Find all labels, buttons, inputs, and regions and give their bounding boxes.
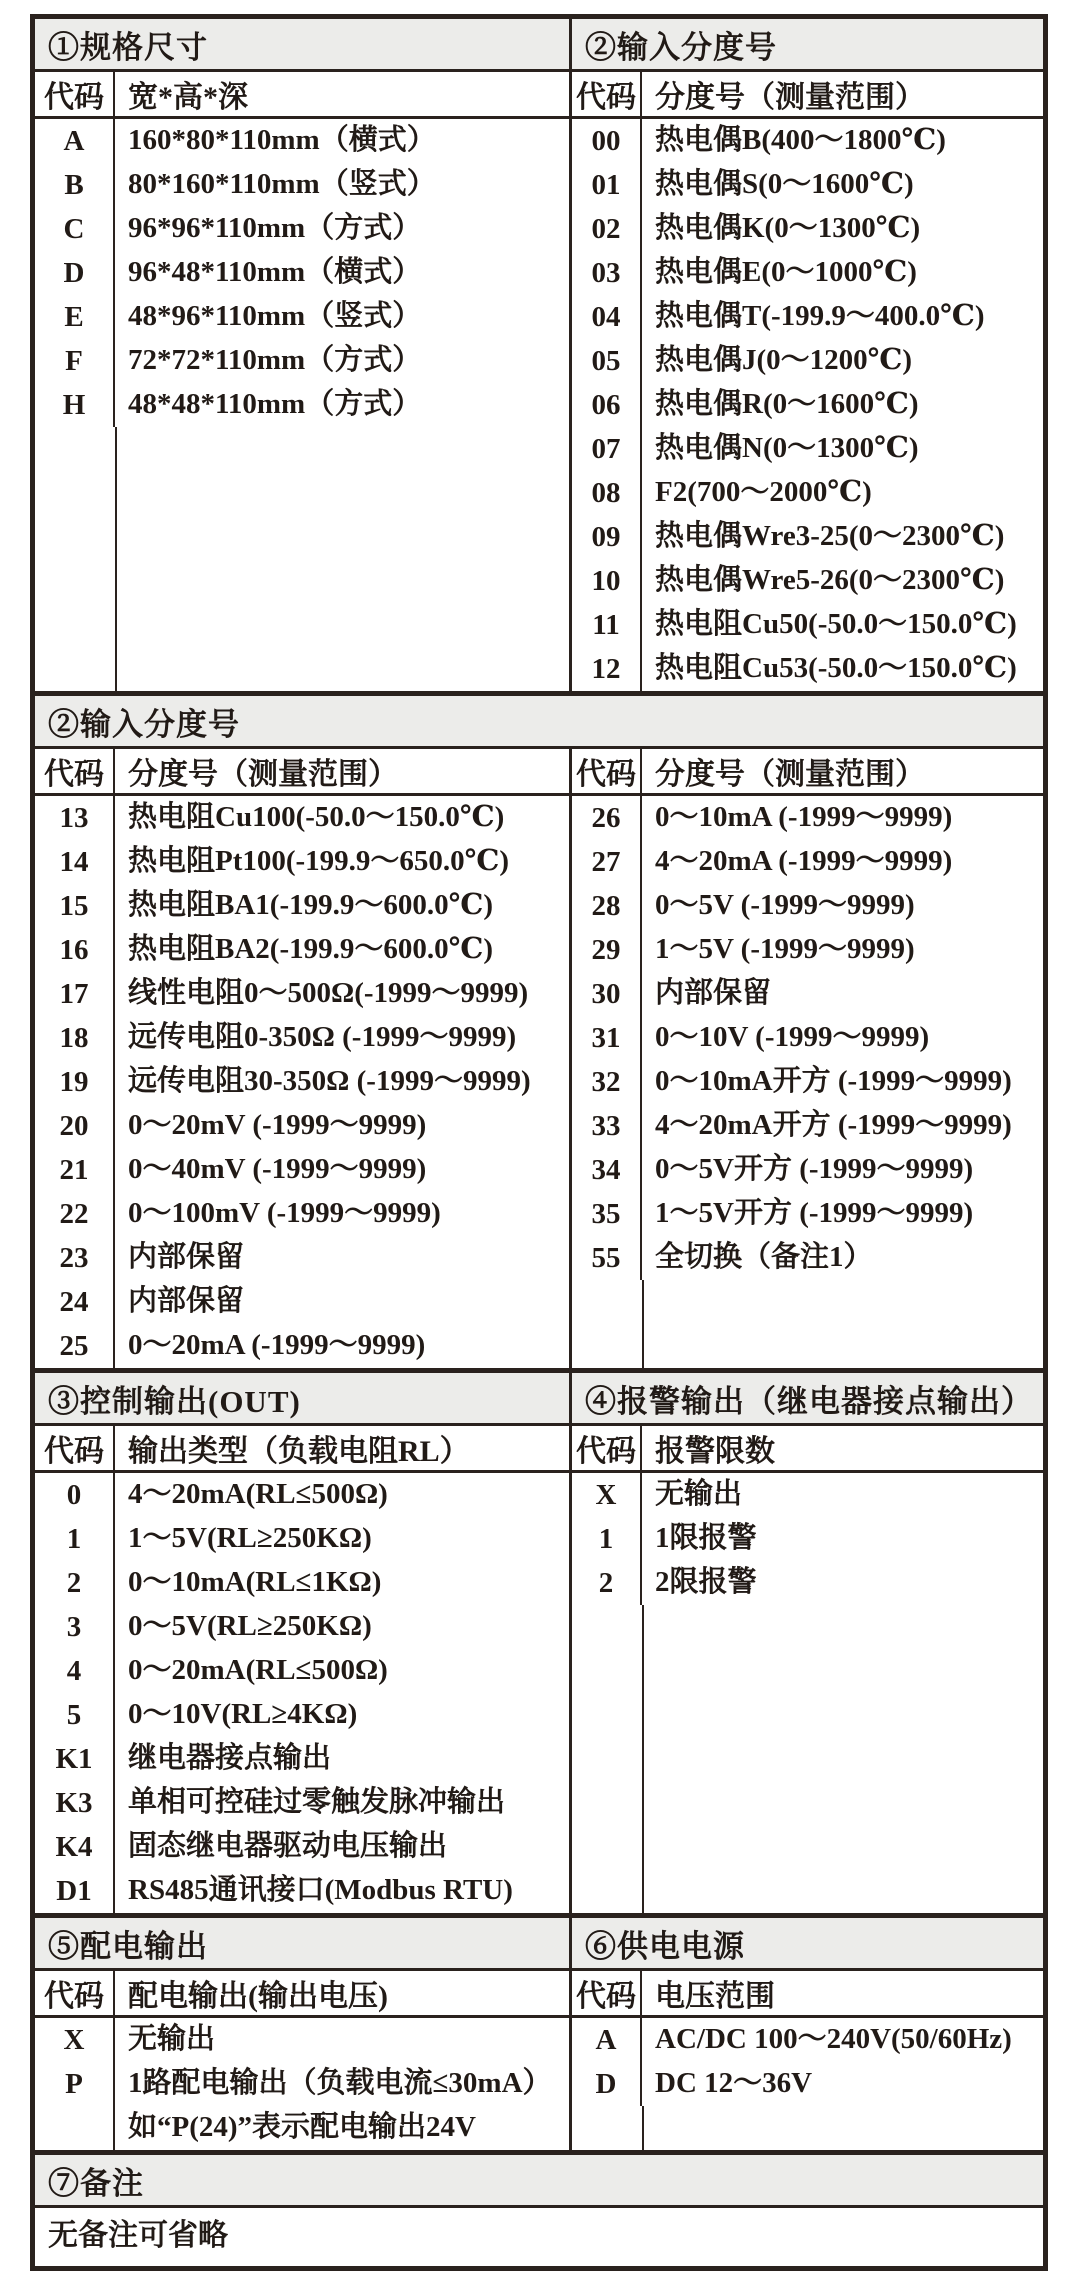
value-cell: 0～20mV (-1999～9999) <box>128 1109 427 1141</box>
table-row <box>35 251 569 295</box>
code-cell: 0 <box>35 1473 115 1517</box>
col-header-code: 代码 <box>572 1971 642 2015</box>
value-cell: 1限报警 <box>655 1522 757 1554</box>
value-cell: 1～5V (-1999～9999) <box>655 933 915 965</box>
column-header-row <box>35 1426 569 1473</box>
table-row <box>35 1280 569 1324</box>
value-cell: 热电偶E(0～1000℃) <box>655 256 917 288</box>
value-cell: 热电偶R(0～1600℃) <box>655 388 919 420</box>
code-cell: 20 <box>35 1104 115 1148</box>
value-cell: 4～20mA (-1999～9999) <box>655 845 953 877</box>
code-cell: 2 <box>35 1561 115 1605</box>
table-row <box>572 647 1043 691</box>
code-cell: 1 <box>572 1517 642 1561</box>
code-cell: 28 <box>572 884 642 928</box>
table-row <box>572 251 1043 295</box>
value-cell: 0～10V (-1999～9999) <box>655 1021 930 1053</box>
table-row <box>35 2018 569 2062</box>
table-row <box>35 840 569 884</box>
section-title-input2: ②输入分度号 <box>35 696 1043 749</box>
code-cell: K3 <box>35 1781 115 1825</box>
value-cell: 0～40mV (-1999～9999) <box>128 1153 427 1185</box>
section-remark <box>35 2155 1043 2266</box>
table-row <box>572 1236 1043 1280</box>
input-range-table-1 <box>572 19 1043 691</box>
code-cell: 25 <box>35 1324 115 1368</box>
value-cell: 热电阻BA2(-199.9～600.0℃) <box>128 933 494 965</box>
power-supply-rows <box>572 2018 1043 2150</box>
value-cell: 96*48*110mm（横式） <box>128 256 422 288</box>
value-cell: 0～20mA (-1999～9999) <box>128 1329 426 1361</box>
value-cell: 热电阻Cu100(-50.0～150.0℃) <box>128 801 505 833</box>
table-row <box>35 1324 569 1368</box>
table-row <box>35 1825 569 1869</box>
section-title-powerout: ⑤配电输出 <box>35 1918 569 1971</box>
col-header-desc: 分度号（测量范围） <box>655 81 925 114</box>
code-cell: 06 <box>572 383 642 427</box>
table-row <box>572 559 1043 603</box>
table-row <box>572 1016 1043 1060</box>
value-cell: 4～20mA开方 (-1999～9999) <box>655 1109 1012 1141</box>
col-header-desc: 电压范围 <box>655 1980 775 2013</box>
value-cell: 96*96*110mm（方式） <box>128 212 422 244</box>
code-cell: K4 <box>35 1825 115 1869</box>
value-cell: 80*160*110mm（竖式） <box>128 168 436 200</box>
code-cell: 11 <box>572 603 642 647</box>
control-output-rows <box>35 1473 569 1913</box>
code-cell: 27 <box>572 840 642 884</box>
col-header-code: 代码 <box>35 749 115 793</box>
value-cell: 如“P(24)”表示配电输出24V <box>128 2111 476 2143</box>
input-range-rows-2-right <box>572 796 1043 1368</box>
code-cell: X <box>572 1473 642 1517</box>
code-cell: 31 <box>572 1016 642 1060</box>
section-title-remark: ⑦备注 <box>35 2155 1043 2208</box>
pair-control-alarm <box>35 1373 1043 1913</box>
table-row <box>572 840 1043 884</box>
table-row <box>35 1060 569 1104</box>
code-cell: 17 <box>35 972 115 1016</box>
value-cell: 0～10mA (-1999～9999) <box>655 801 953 833</box>
code-cell: 13 <box>35 796 115 840</box>
code-cell: 23 <box>35 1236 115 1280</box>
table-row <box>35 1649 569 1693</box>
column-header-row <box>572 72 1043 119</box>
input-range-table-2-right <box>572 749 1043 1368</box>
code-cell: K1 <box>35 1737 115 1781</box>
table-row <box>572 1060 1043 1104</box>
value-cell: 0～5V (-1999～9999) <box>655 889 915 921</box>
table-row <box>572 515 1043 559</box>
table-row <box>35 295 569 339</box>
value-cell: 0～100mV (-1999～9999) <box>128 1197 441 1229</box>
col-header-code: 代码 <box>35 1426 115 1470</box>
code-cell: A <box>35 119 115 163</box>
value-cell: 单相可控硅过零触发脉冲输出 <box>128 1786 506 1818</box>
code-cell: 07 <box>572 427 642 471</box>
table-row <box>35 1236 569 1280</box>
table-row <box>572 796 1043 840</box>
code-cell: 10 <box>572 559 642 603</box>
code-cell: 00 <box>572 119 642 163</box>
column-header-row <box>572 1426 1043 1473</box>
code-cell: A <box>572 2018 642 2062</box>
value-cell: 0～5V(RL≥250KΩ) <box>128 1610 372 1642</box>
col-header-desc: 配电输出(输出电压) <box>128 1980 388 2013</box>
table-row <box>35 884 569 928</box>
code-cell: P <box>35 2062 115 2106</box>
value-cell: 热电阻BA1(-199.9～600.0℃) <box>128 889 494 921</box>
table-row <box>35 2062 569 2106</box>
code-cell: 01 <box>572 163 642 207</box>
code-cell: 24 <box>35 1280 115 1324</box>
input-range-table-2-left <box>35 749 572 1368</box>
section-title-input1: ②输入分度号 <box>572 19 1043 72</box>
section-title-spec: ①规格尺寸 <box>35 19 569 72</box>
col-header-desc: 分度号（测量范围） <box>128 758 398 791</box>
table-row <box>35 163 569 207</box>
value-cell: DC 12～36V <box>655 2067 813 2099</box>
spec-code-sheet <box>30 14 1048 2271</box>
table-row <box>35 1693 569 1737</box>
table-row <box>35 1192 569 1236</box>
pair-input2 <box>35 749 1043 1368</box>
code-cell: 34 <box>572 1148 642 1192</box>
table-row <box>35 2106 569 2150</box>
table-row <box>572 427 1043 471</box>
value-cell: 无输出 <box>655 1478 743 1510</box>
value-cell: 热电偶N(0～1300℃) <box>655 432 919 464</box>
value-cell: 继电器接点输出 <box>128 1742 332 1774</box>
column-header-row <box>572 1971 1043 2018</box>
section-powerout-and-supply <box>35 1918 1043 2155</box>
table-row <box>35 1473 569 1517</box>
table-row <box>572 383 1043 427</box>
table-row <box>35 1517 569 1561</box>
code-cell: 2 <box>572 1561 642 1605</box>
section-title-control: ③控制输出(OUT) <box>35 1373 569 1426</box>
table-row <box>35 119 569 163</box>
table-row <box>572 2062 1043 2106</box>
value-cell: 1～5V开方 (-1999～9999) <box>655 1197 974 1229</box>
section-spec-and-input <box>35 19 1043 696</box>
value-cell: 2限报警 <box>655 1566 757 1598</box>
table-row <box>35 383 569 427</box>
value-cell: 内部保留 <box>655 977 772 1009</box>
code-cell: 19 <box>35 1060 115 1104</box>
code-cell: 03 <box>572 251 642 295</box>
table-row <box>572 1561 1043 1605</box>
code-cell: 15 <box>35 884 115 928</box>
code-cell: H <box>35 383 115 427</box>
code-cell: E <box>35 295 115 339</box>
code-cell: D <box>35 251 115 295</box>
value-cell: 远传电阻30-350Ω (-1999～9999) <box>128 1065 531 1097</box>
table-row <box>35 1016 569 1060</box>
table-row <box>572 119 1043 163</box>
column-header-row <box>35 1971 569 2018</box>
col-header-code: 代码 <box>35 72 115 116</box>
col-header-desc: 报警限数 <box>655 1435 775 1468</box>
col-header-code: 代码 <box>572 72 642 116</box>
table-row <box>35 928 569 972</box>
spec-size-rows <box>35 119 569 691</box>
value-cell: 内部保留 <box>128 1285 245 1317</box>
table-row <box>572 1517 1043 1561</box>
value-cell: 0～10mA开方 (-1999～9999) <box>655 1065 1012 1097</box>
power-supply-table <box>572 1918 1043 2150</box>
value-cell: 远传电阻0-350Ω (-1999～9999) <box>128 1021 517 1053</box>
distribution-output-table <box>35 1918 572 2150</box>
value-cell: 48*48*110mm（方式） <box>128 388 422 420</box>
alarm-output-table <box>572 1373 1043 1913</box>
code-cell: C <box>35 207 115 251</box>
value-cell: 热电偶K(0～1300℃) <box>655 212 921 244</box>
column-header-row <box>35 72 569 119</box>
table-row <box>35 1148 569 1192</box>
table-row <box>572 1104 1043 1148</box>
table-row <box>572 1148 1043 1192</box>
value-cell: 热电阻Cu50(-50.0～150.0℃) <box>655 608 1017 640</box>
table-row <box>35 1869 569 1913</box>
table-row <box>572 884 1043 928</box>
section-input-continued <box>35 696 1043 1373</box>
spec-size-table <box>35 19 572 691</box>
table-row <box>572 972 1043 1016</box>
value-cell: 1～5V(RL≥250KΩ) <box>128 1522 372 1554</box>
code-cell: B <box>35 163 115 207</box>
value-cell: 热电偶S(0～1600℃) <box>655 168 914 200</box>
code-cell <box>35 2106 115 2150</box>
code-cell: 12 <box>572 647 642 691</box>
table-row <box>35 796 569 840</box>
code-cell: 21 <box>35 1148 115 1192</box>
value-cell: AC/DC 100～240V(50/60Hz) <box>655 2023 1012 2055</box>
table-row <box>35 1605 569 1649</box>
col-header-code: 代码 <box>35 1971 115 2015</box>
code-cell: 29 <box>572 928 642 972</box>
code-cell: 55 <box>572 1236 642 1280</box>
value-cell: 1路配电输出（负载电流≤30mA） <box>128 2067 552 2099</box>
table-row <box>35 1737 569 1781</box>
col-header-desc: 分度号（测量范围） <box>655 758 925 791</box>
table-row <box>572 471 1043 515</box>
value-cell: 全切换（备注1） <box>655 1241 873 1273</box>
value-cell: 热电偶J(0～1200℃) <box>655 344 913 376</box>
code-cell: 33 <box>572 1104 642 1148</box>
code-cell: 18 <box>35 1016 115 1060</box>
code-cell: 09 <box>572 515 642 559</box>
value-cell: 内部保留 <box>128 1241 245 1273</box>
value-cell: F2(700～2000℃) <box>655 476 872 508</box>
value-cell: 72*72*110mm（方式） <box>128 344 422 376</box>
col-header-desc: 输出类型（负载电阻RL） <box>128 1435 470 1468</box>
value-cell: 热电偶Wre5-26(0～2300℃) <box>655 564 1005 596</box>
table-row <box>572 1192 1043 1236</box>
value-cell: 0～20mA(RL≤500Ω) <box>128 1654 388 1686</box>
value-cell: 热电偶B(400～1800℃) <box>655 124 946 156</box>
table-row <box>35 1561 569 1605</box>
table-row <box>572 603 1043 647</box>
table-row <box>35 339 569 383</box>
table-row <box>35 972 569 1016</box>
code-cell: 4 <box>35 1649 115 1693</box>
value-cell: RS485通讯接口(Modbus RTU) <box>128 1874 513 1906</box>
table-row <box>572 1473 1043 1517</box>
code-cell: 30 <box>572 972 642 1016</box>
value-cell: 热电阻Pt100(-199.9～650.0℃) <box>128 845 510 877</box>
pair-powerout-supply <box>35 1918 1043 2150</box>
value-cell: 无输出 <box>128 2023 216 2055</box>
value-cell: 线性电阻0～500Ω(-1999～9999) <box>128 977 529 1009</box>
input-range-rows-2-left <box>35 796 569 1368</box>
code-cell: 16 <box>35 928 115 972</box>
table-row <box>35 1104 569 1148</box>
column-header-row <box>572 749 1043 796</box>
distribution-output-rows <box>35 2018 569 2150</box>
table-row <box>572 339 1043 383</box>
remark-note: 无备注可省略 <box>48 2219 228 2252</box>
alarm-output-rows <box>572 1473 1043 1913</box>
code-cell: D1 <box>35 1869 115 1913</box>
code-cell: 08 <box>572 471 642 515</box>
table-row <box>572 207 1043 251</box>
col-header-desc: 宽*高*深 <box>128 81 248 114</box>
value-cell: 0～5V开方 (-1999～9999) <box>655 1153 974 1185</box>
code-cell: X <box>35 2018 115 2062</box>
value-cell: 160*80*110mm（横式） <box>128 124 436 156</box>
value-cell: 热电阻Cu53(-50.0～150.0℃) <box>655 652 1017 684</box>
table-row <box>572 163 1043 207</box>
value-cell: 热电偶Wre3-25(0～2300℃) <box>655 520 1005 552</box>
table-row <box>572 928 1043 972</box>
col-header-code: 代码 <box>572 749 642 793</box>
pair-spec-input <box>35 19 1043 691</box>
code-cell: 14 <box>35 840 115 884</box>
code-cell: 22 <box>35 1192 115 1236</box>
section-title-supply: ⑥供电电源 <box>572 1918 1043 1971</box>
code-cell: 26 <box>572 796 642 840</box>
value-cell: 0～10V(RL≥4KΩ) <box>128 1698 358 1730</box>
section-title-alarm: ④报警输出（继电器接点输出） <box>572 1373 1043 1426</box>
value-cell: 48*96*110mm（竖式） <box>128 300 422 332</box>
value-cell: 0～10mA(RL≤1KΩ) <box>128 1566 382 1598</box>
code-cell: F <box>35 339 115 383</box>
value-cell: 固态继电器驱动电压输出 <box>128 1830 448 1862</box>
control-output-table <box>35 1373 572 1913</box>
input-range-rows-1 <box>572 119 1043 691</box>
table-row <box>35 207 569 251</box>
section-control-and-alarm <box>35 1373 1043 1918</box>
table-row <box>572 2018 1043 2062</box>
code-cell: 04 <box>572 295 642 339</box>
value-cell: 4～20mA(RL≤500Ω) <box>128 1478 388 1510</box>
code-cell: 32 <box>572 1060 642 1104</box>
table-row <box>35 1781 569 1825</box>
code-cell: D <box>572 2062 642 2106</box>
code-cell: 1 <box>35 1517 115 1561</box>
table-row <box>572 295 1043 339</box>
col-header-code: 代码 <box>572 1426 642 1470</box>
code-cell: 3 <box>35 1605 115 1649</box>
code-cell: 05 <box>572 339 642 383</box>
code-cell: 35 <box>572 1192 642 1236</box>
code-cell: 5 <box>35 1693 115 1737</box>
column-header-row <box>35 749 569 796</box>
code-cell: 02 <box>572 207 642 251</box>
value-cell: 热电偶T(-199.9～400.0℃) <box>655 300 985 332</box>
